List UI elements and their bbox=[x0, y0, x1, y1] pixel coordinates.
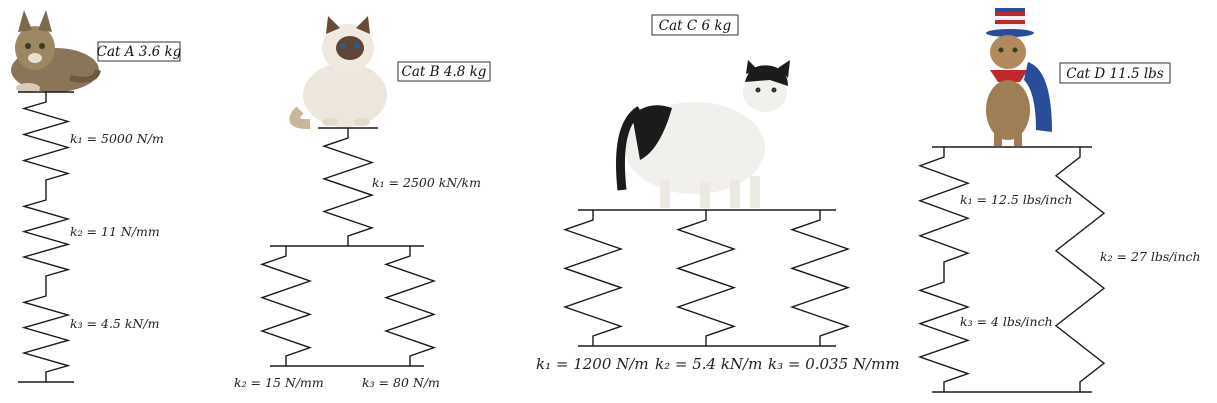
cat-c-title: Cat C 6 kg bbox=[658, 18, 732, 34]
cat-c-spring-2 bbox=[678, 210, 734, 346]
cat-a-spring-3 bbox=[24, 286, 68, 382]
cat-a-k2-label: k₂ = 11 N/mm bbox=[70, 224, 160, 239]
cat-c-k3-label: k₃ = 0.035 N/mm bbox=[768, 355, 900, 373]
cat-c-k2-label: k₂ = 5.4 kN/m bbox=[655, 355, 763, 373]
cat-d-image bbox=[986, 8, 1052, 146]
cat-b-k1-label: k₁ = 2500 kN/km bbox=[372, 175, 481, 190]
cat-a-k3-label: k₃ = 4.5 kN/m bbox=[70, 316, 160, 331]
cat-d-k3-label: k₃ = 4 lbs/inch bbox=[960, 314, 1053, 329]
cat-a-image bbox=[11, 10, 99, 93]
cat-b-spring-1 bbox=[324, 128, 372, 246]
cat-a-k1-label: k₁ = 5000 N/m bbox=[70, 131, 164, 146]
cat-d-spring-2 bbox=[1056, 147, 1104, 392]
cat-d-title: Cat D 11.5 lbs bbox=[1066, 66, 1164, 82]
cat-a-system bbox=[11, 10, 182, 382]
cat-b-title: Cat B 4.8 kg bbox=[401, 64, 487, 80]
cat-d-k1-label: k₁ = 12.5 lbs/inch bbox=[960, 192, 1073, 207]
cat-d-system bbox=[920, 8, 1201, 392]
cat-c-system bbox=[536, 15, 900, 373]
cat-c-image bbox=[620, 60, 790, 208]
cat-b-image bbox=[294, 16, 387, 127]
cat-c-spring-3 bbox=[792, 210, 848, 346]
cat-b-spring-3 bbox=[386, 246, 434, 366]
cat-d-k2-label: k₂ = 27 lbs/inch bbox=[1100, 249, 1201, 264]
cat-c-k1-label: k₁ = 1200 N/m bbox=[536, 355, 649, 373]
cat-a-title: Cat A 3.6 kg bbox=[96, 44, 182, 60]
cat-a-spring-1 bbox=[24, 92, 68, 190]
cat-a-spring-2 bbox=[24, 190, 68, 286]
cat-b-k3-label: k₃ = 80 N/m bbox=[362, 375, 440, 390]
cat-b-k2-label: k₂ = 15 N/mm bbox=[234, 375, 324, 390]
cat-b-spring-2 bbox=[262, 246, 310, 366]
cat-d-spring-1 bbox=[920, 147, 968, 272]
cat-b-system bbox=[234, 16, 490, 390]
cat-d-spring-3 bbox=[920, 272, 968, 392]
cat-c-spring-1 bbox=[565, 210, 621, 346]
